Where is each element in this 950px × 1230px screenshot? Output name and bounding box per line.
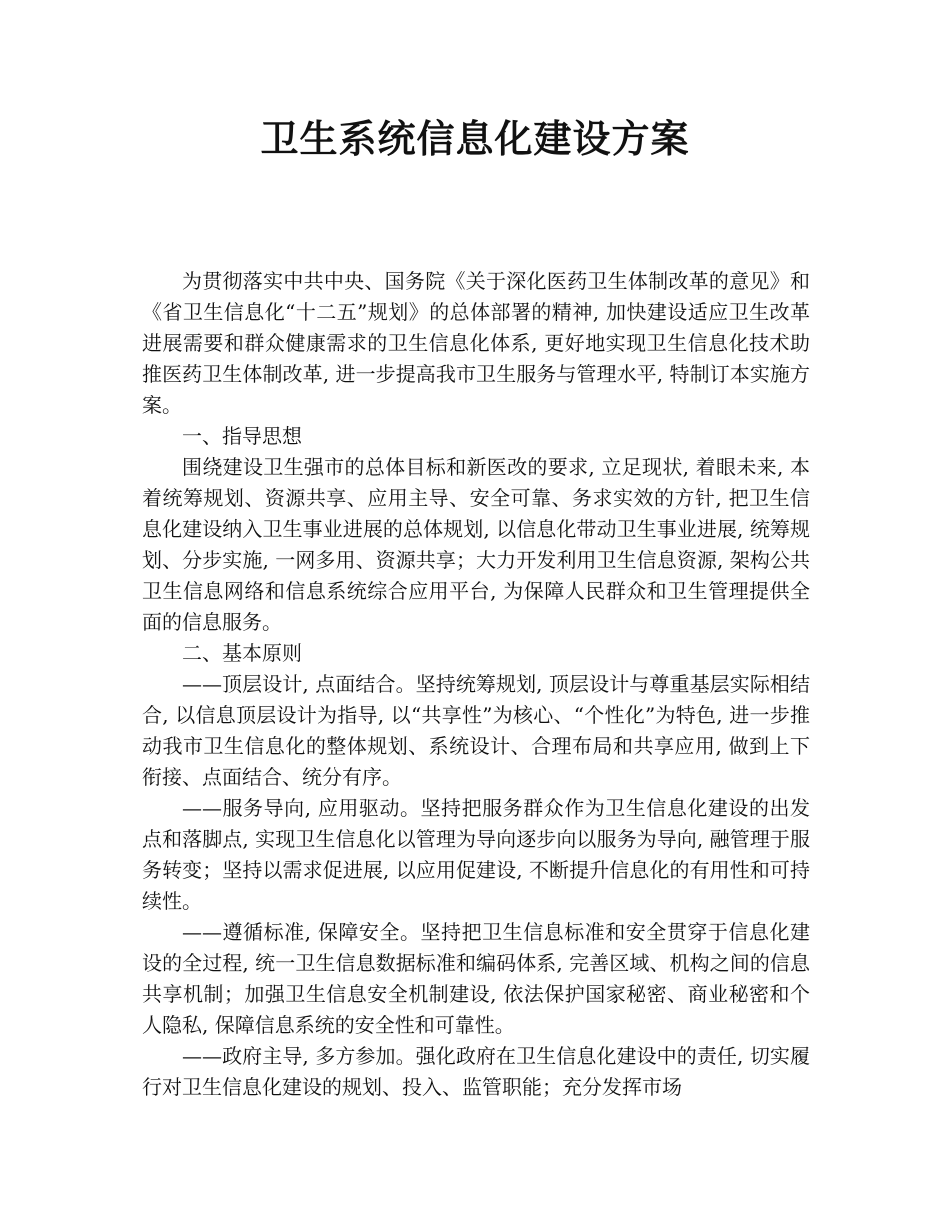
paragraph-intro: 为贯彻落实中共中央、国务院《关于深化医药卫生体制改革的意见》和《省卫生信息化“十二五”规划》的总体部署的精神, 加快建设适应卫生改革进展需要和群众健康需求的卫生信息化体系, 更好地实现卫生信息化技术助推医药卫生体制改革, 进一步提高我市卫生服务与管理水平, 特制订本实施方案。 [142, 269, 810, 417]
paragraph-principle-service-oriented: ——服务导向, 应用驱动。坚持把服务群众作为卫生信息化建设的出发点和落脚点, 实现卫生信息化以管理为导向逐步向以服务为导向, 融管理于服务转变；坚持以需求促进展, 以应用促建设, 不断提升信息化的有用性和可持续性。 [142, 796, 810, 913]
paragraph-principle-top-level-design: ——顶层设计, 点面结合。坚持统筹规划, 顶层设计与尊重基层实际相结合, 以信息顶层设计为指导, 以“共享性”为核心、“个性化”为特色, 进一步推动我市卫生信息化的整体规划、系统设计、合理布局和共享应用, 做到上下衔接、点面结合、统分有序。 [142, 672, 810, 789]
paragraph-principle-standards-security: ——遵循标准, 保障安全。坚持把卫生信息标准和安全贯穿于信息化建设的全过程, 统一卫生信息数据标准和编码体系, 完善区域、机构之间的信息共享机制；加强卫生信息安全机制建设, 依法保护国家秘密、商业秘密和个人隐私, 保障信息系统的安全性和可靠性。 [142, 920, 810, 1037]
paragraph-principle-government-led: ——政府主导, 多方参加。强化政府在卫生信息化建设中的责任, 切实履行对卫生信息化建设的规划、投入、监管职能；充分发挥市场 [142, 1044, 810, 1099]
document-body [142, 266, 810, 1103]
section-heading-guiding-ideology: 一、指导思想 [182, 424, 302, 448]
section-heading-basic-principles: 二、基本原则 [182, 641, 302, 665]
paragraph-guiding-ideology: 围绕建设卫生强市的总体目标和新医改的要求, 立足现状, 着眼未来, 本着统筹规划、资源共享、应用主导、安全可靠、务求实效的方针, 把卫生信息化建设纳入卫生事业进展的总体规划, 以信息化带动卫生事业进展, 统筹规划、分步实施, 一网多用、资源共享；大力开发利用卫生信息资源, 架构公共卫生信息网络和信息系统综合应用平台, 为保障人民群众和卫生管理提供全面的信息服务。 [142, 455, 810, 634]
document-title: 卫生系统信息化建设方案 [260, 117, 690, 161]
